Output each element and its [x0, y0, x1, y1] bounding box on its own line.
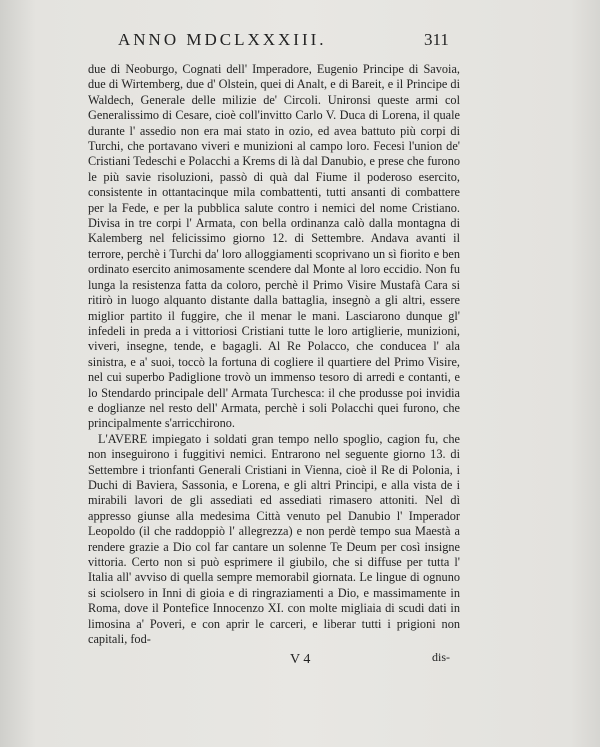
running-title: ANNO MDCLXXXIII.: [118, 30, 327, 49]
body-text: [88, 62, 460, 647]
paragraph: due di Neoburgo, Cognati dell' Imperadore, Eugenio Principe di Savoia, due di Wirtemberg, due d' Olstein, quei di Analt, e di Bareit, e il Principe di Waldech, Generale delle milizie de' Circoli. Unironsi queste armi col Generalissimo di Cesare, cioè coll'invitto Carlo V. Duca di Lorena, il quale durante l' assedio non era mai stato in ozio, ed avea battuto più corpi di Turchi, che portavano viveri e munizioni al campo loro. Fecesi l'union de' Cristiani Tedeschi e Polacchi a Krems di là dal Danubio, e prese che furono le più savie risoluzioni, passò di quà dal Fiume il poderoso esercito, consistente in ottantacinque mila combattenti, tutti ansanti di combattere per la Fede, e per la pubblica salute contro i nemici del nome Cristiano. Divisa in tre corpi l' Armata, con bella ordinanza calò dalla montagna di Kalemberg nel felicissimo giorno 12. di Settembre. Andava avanti il terrore, perchè i Turchi da' loro alloggiamenti scoprivano un sì fiorito e ben ordinato esercito animosamente scendere dal Monte al loro eccidio. Non fu lunga la resistenza fatta da coloro, perchè il Primo Visire Mustafà Cara si ritirò in luogo alquanto distante dalla battaglia, insegnò a gli altri, essere miglior partito il fuggire, che il menar le mani. Lasciarono dunque gl' infedeli in preda a i vittoriosi Cristiani tutte le loro artiglierie, munizioni, viveri, insegne, tende, e bagagli. Al Re Polacco, che conducea l' ala sinistra, e a' suoi, toccò la fortuna di cogliere il quartiere del Primo Visire, nel cui superbo Padiglione trovò un immenso tesoro di arredi e contanti, e lo Stendardo principale dell' Armata Turchesca: il che produsse poi invidia e doglianze nel resto dell' Armata, perchè i soli Polacchi quei furono, che principalmente s'arricchirono.: [88, 62, 460, 431]
paragraph: L'AVERE impiegato i soldati gran tempo nello spoglio, cagion fu, che non inseguirono i fuggitivi nemici. Entrarono nel seguente giorno 13. di Settembre i trionfanti Generali Cristiani in Vienna, cioè il Re di Polonia, i Duchi di Baviera, Sassonia, e Lorena, e gli altri Principi, e alla vista de i mirabili lavori de gli assediati ed assediati rimasero attoniti. Nel dì appresso giunse alla medesima Città venuto pel Danubio l' Imperador Leopoldo (il che raddoppiò l' allegrezza) e non perdè tempo sua Maestà a rendere grazie a Dio col far cantare un solenne Te Deum per così insigne vittoria. Certo non si può esprimere il giubilo, che si diffuse per tutta l' Italia all' avviso di quella sempre memorabil giornata. Le lingue di ognuno si sciolsero in Inni di gioia e di ringraziamenti a Dio, e massimamente in Roma, dove il Pontefice Innocenzo XI. con molte migliaia di scudi dati in limosina a' Poveri, e con aprir le carceri, e liberar tutti i prigioni non capitali, fod-: [88, 431, 460, 647]
page-number: 311: [424, 30, 449, 49]
signature-mark: V 4: [290, 652, 311, 667]
catchword: dis-: [432, 650, 450, 664]
